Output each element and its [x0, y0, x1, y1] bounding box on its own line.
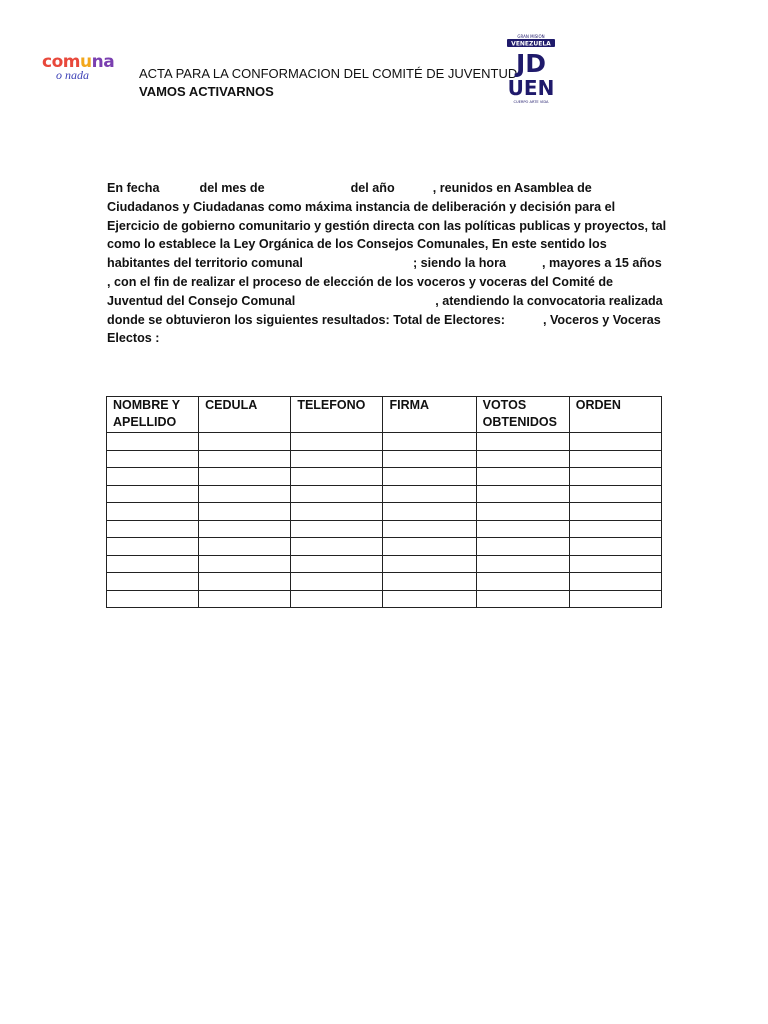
table-cell[interactable]: [291, 555, 383, 573]
logo-part-2: u: [79, 52, 92, 72]
anio-label: del año: [350, 181, 395, 195]
table-cell[interactable]: [476, 468, 569, 486]
table-cell[interactable]: [569, 520, 661, 538]
table-cell[interactable]: [199, 503, 291, 521]
table-row: [107, 433, 662, 451]
table-cell[interactable]: [476, 538, 569, 556]
table-cell[interactable]: [107, 555, 199, 573]
table-header-row: [107, 397, 662, 433]
table-cell[interactable]: [383, 590, 476, 608]
table-cell[interactable]: [569, 573, 661, 591]
table-row: [107, 573, 662, 591]
comuna-o-nada-logo: [42, 52, 118, 86]
table-cell[interactable]: [291, 503, 383, 521]
table-cell[interactable]: [199, 555, 291, 573]
table-cell[interactable]: [383, 450, 476, 468]
table-cell[interactable]: [569, 503, 661, 521]
logo-banner: VENEZUELA: [511, 40, 551, 48]
table-cell[interactable]: [107, 590, 199, 608]
table-cell[interactable]: [569, 450, 661, 468]
table-cell[interactable]: [569, 538, 661, 556]
table-cell[interactable]: [199, 573, 291, 591]
table-row: [107, 590, 662, 608]
logo-letters-top: JD: [515, 49, 547, 78]
table-cell[interactable]: [291, 590, 383, 608]
table-cell[interactable]: [199, 590, 291, 608]
paragraph-text-2: , mayores a 15 años , con el fin de realizar el proceso de elección de los voceros y voceras del Comité de Juventud del Consejo Comunal: [107, 256, 662, 308]
table-cell[interactable]: [476, 590, 569, 608]
table-cell[interactable]: [476, 450, 569, 468]
table-cell[interactable]: [476, 555, 569, 573]
table-cell[interactable]: [383, 503, 476, 521]
table-cell[interactable]: [383, 433, 476, 451]
table-cell[interactable]: [383, 468, 476, 486]
paragraph-text-3: , atendiendo la convocatoria realizada donde se obtuvieron los siguientes resultados: Total de Electores:: [107, 293, 663, 327]
acta-paragraph: [107, 179, 667, 348]
table-row: [107, 503, 662, 521]
table-cell[interactable]: [199, 520, 291, 538]
table-cell[interactable]: [476, 573, 569, 591]
logo-top-small: GRAN MISIÓN: [517, 34, 545, 39]
table-row: [107, 450, 662, 468]
table-row: [107, 468, 662, 486]
col-header-telefono: TELEFONO: [291, 397, 383, 433]
table-cell[interactable]: [199, 538, 291, 556]
table-cell[interactable]: [107, 433, 199, 451]
table-row: [107, 520, 662, 538]
table-cell[interactable]: [291, 485, 383, 503]
table-cell[interactable]: [569, 590, 661, 608]
table-cell[interactable]: [569, 468, 661, 486]
table-cell[interactable]: [569, 555, 661, 573]
logo-part-3: na: [91, 52, 115, 72]
table-cell[interactable]: [569, 433, 661, 451]
table-cell[interactable]: [383, 520, 476, 538]
col-header-firma: FIRMA: [383, 397, 476, 433]
table-cell[interactable]: [199, 433, 291, 451]
col-header-votos: VOTOS OBTENIDOS: [476, 397, 569, 433]
table-cell[interactable]: [383, 485, 476, 503]
table-cell[interactable]: [107, 450, 199, 468]
document-title: ACTA PARA LA CONFORMACION DEL COMITÉ DE JUVENTUD: [139, 66, 518, 81]
table-cell[interactable]: [383, 555, 476, 573]
table-cell[interactable]: [291, 520, 383, 538]
table-cell[interactable]: [291, 538, 383, 556]
table-cell[interactable]: [476, 433, 569, 451]
logo-letters-bottom: UEN: [507, 76, 555, 100]
paragraph-text-4: , Voceros y Voceras Electos :: [107, 312, 661, 346]
document-subtitle: VAMOS ACTIVARNOS: [139, 84, 274, 99]
table-cell[interactable]: [107, 538, 199, 556]
col-header-nombre: NOMBRE Y APELLIDO: [107, 397, 199, 433]
table-cell[interactable]: [291, 433, 383, 451]
logo-part-1: com: [42, 52, 80, 72]
table-row: [107, 485, 662, 503]
table-cell[interactable]: [107, 520, 199, 538]
table-cell[interactable]: [107, 485, 199, 503]
juventud-venezuela-logo: [502, 34, 560, 106]
table-cell[interactable]: [291, 573, 383, 591]
table-body: [107, 433, 662, 608]
table-cell[interactable]: [291, 468, 383, 486]
fecha-label: En fecha: [107, 181, 160, 195]
table-row: [107, 538, 662, 556]
col-header-orden: ORDEN: [569, 397, 661, 433]
table-cell[interactable]: [107, 573, 199, 591]
table-cell[interactable]: [476, 503, 569, 521]
table-cell[interactable]: [383, 538, 476, 556]
table-row: [107, 555, 662, 573]
table-cell[interactable]: [107, 468, 199, 486]
table-cell[interactable]: [383, 573, 476, 591]
logo-word-o-nada: o nada: [56, 68, 89, 82]
table-cell[interactable]: [107, 503, 199, 521]
voceros-table: [106, 396, 662, 608]
table-cell[interactable]: [291, 450, 383, 468]
table-cell[interactable]: [476, 485, 569, 503]
table-cell[interactable]: [199, 450, 291, 468]
table-cell[interactable]: [569, 485, 661, 503]
table-cell[interactable]: [199, 485, 291, 503]
table-cell[interactable]: [199, 468, 291, 486]
paragraph-text-1: , reunidos en Asamblea de Ciudadanos y Ciudadanas como máxima instancia de deliberación y decisión para el Ejercicio de gobierno comunitario y gestión directa con las políticas publicas y proyectos, tal como lo establece la Ley Orgánica de los Consejos Comunales, En este sentido los habitantes del territorio comunal: [107, 181, 667, 271]
col-header-cedula: CEDULA: [199, 397, 291, 433]
logo-bottom-small: CUERPO ARTE VIDA: [513, 100, 549, 104]
mes-label: del mes de: [199, 181, 265, 195]
table-cell[interactable]: [476, 520, 569, 538]
hora-label: ; siendo la hora: [412, 256, 507, 271]
